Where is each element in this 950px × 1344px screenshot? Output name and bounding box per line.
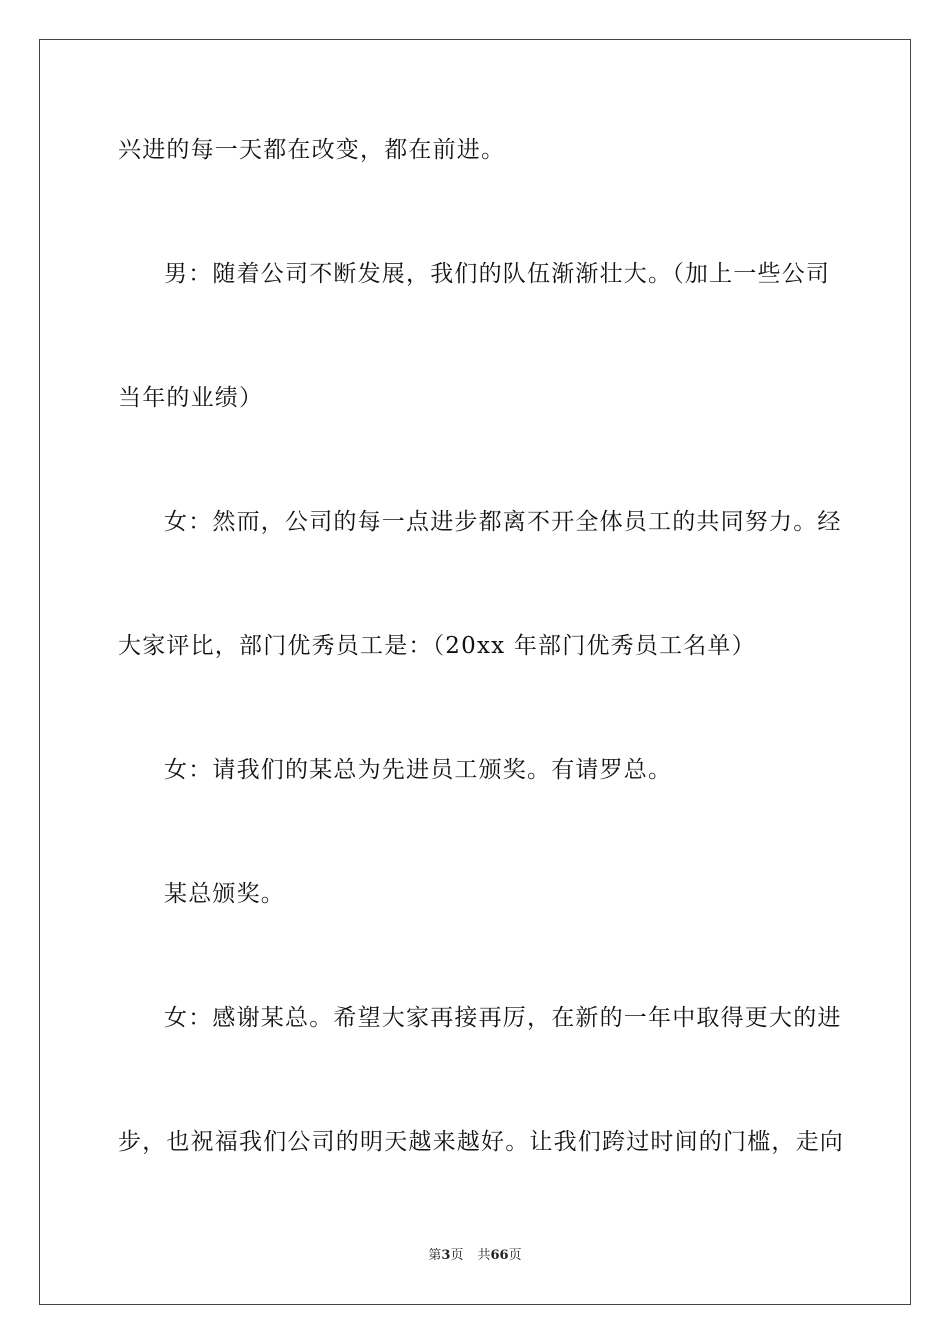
text-line-6: 女：请我们的某总为先进员工颁奖。有请罗总。 xyxy=(164,757,673,783)
text-line-4: 女：然而，公司的每一点进步都离不开全体员工的共同努力。经 xyxy=(164,509,842,535)
page-prefix: 第 xyxy=(428,1248,442,1263)
text-line-7: 某总颁奖。 xyxy=(164,881,285,907)
text-line-8: 女：感谢某总。希望大家再接再厉，在新的一年中取得更大的进 xyxy=(164,1005,842,1031)
page-frame xyxy=(39,39,911,1305)
text-line-1: 兴进的每一天都在改变，都在前进。 xyxy=(118,137,506,163)
text-line-2: 男：随着公司不断发展，我们的队伍渐渐壮大。（加上一些公司 xyxy=(164,261,831,287)
page-footer xyxy=(0,1248,950,1264)
text-line-9: 步，也祝福我们公司的明天越来越好。让我们跨过时间的门槛，走向 xyxy=(118,1129,844,1155)
text-line-5: 大家评比，部门优秀员工是：（20xx 年部门优秀员工名单） xyxy=(118,633,756,659)
total-suffix: 页 xyxy=(508,1248,522,1263)
page-number: 3 xyxy=(441,1248,451,1263)
total-pages: 66 xyxy=(490,1248,509,1263)
text-line-3: 当年的业绩） xyxy=(118,385,264,411)
total-prefix: 共 xyxy=(477,1248,491,1263)
page-suffix: 页 xyxy=(450,1248,464,1263)
